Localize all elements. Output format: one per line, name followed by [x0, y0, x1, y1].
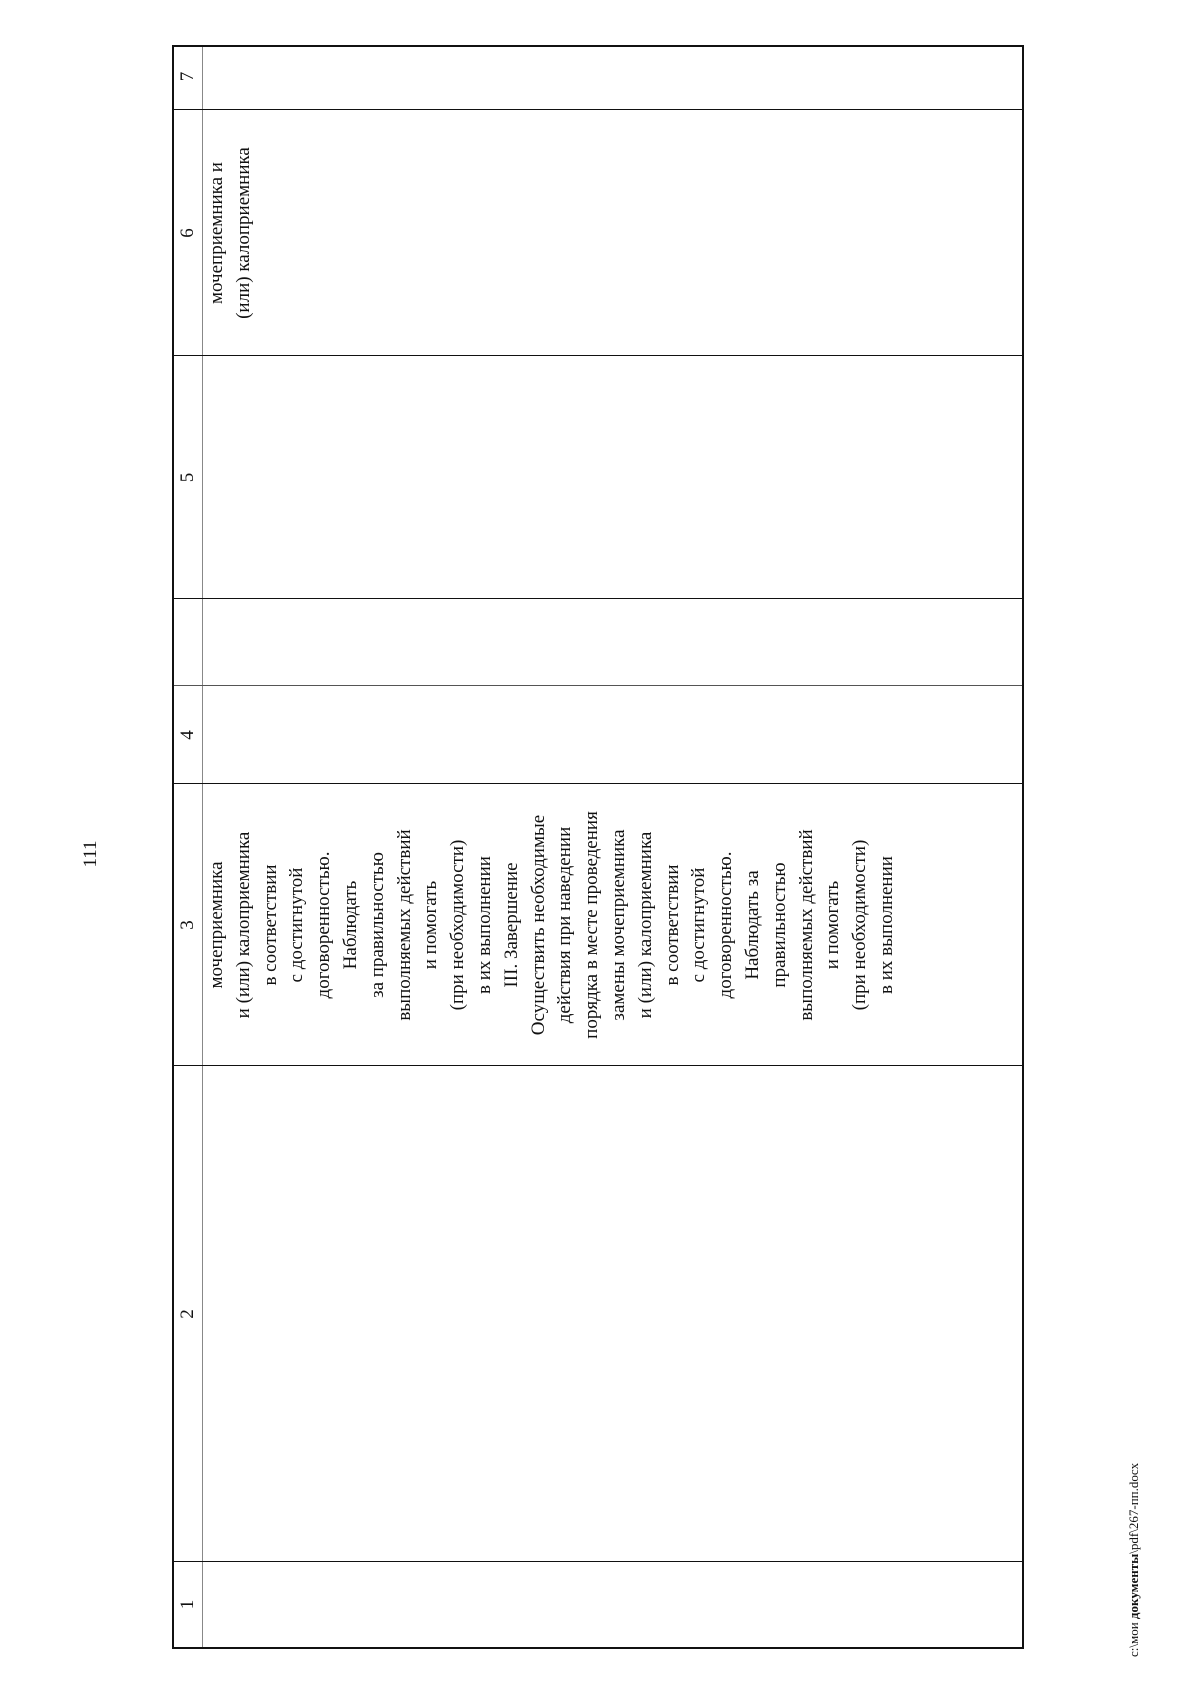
column-subdivider	[174, 685, 1022, 686]
column-header-1: 1	[177, 1599, 198, 1610]
column-header-3: 3	[177, 920, 198, 930]
column-3-text-line: Наблюдать за	[741, 870, 763, 980]
column-divider	[174, 1561, 1022, 1562]
column-divider	[174, 355, 1022, 356]
column-3-text-line: договоренностью.	[715, 851, 737, 999]
column-3-text-line: и помогать	[420, 880, 442, 970]
column-3-text-line: замены мочеприемника	[607, 829, 629, 1021]
column-3-text-line: за правильностью	[366, 852, 388, 998]
column-header-2: 2	[177, 1309, 198, 1319]
footer-prefix: c:\мои	[1126, 1619, 1141, 1657]
column-3-text-line: правильностью	[768, 862, 790, 988]
column-divider	[174, 109, 1022, 110]
column-header-6: 6	[177, 228, 198, 238]
column-3-text-line: с достигнутой	[286, 867, 308, 983]
column-3-text-line: договоренностью.	[313, 851, 335, 999]
column-header-4: 4	[177, 730, 198, 740]
column-6-text-line: (или) калоприемника	[232, 147, 254, 319]
column-3-text-line: Наблюдать	[339, 880, 361, 970]
column-header-7: 7	[177, 71, 198, 82]
column-3-text-line: (при необходимости)	[849, 839, 871, 1011]
column-3-text-line: и (или) калоприемника	[232, 831, 254, 1019]
column-3-text-line: выполняемых действий	[795, 829, 817, 1021]
column-3-text	[204, 784, 901, 1066]
column-3-text-line: III. Завершение	[500, 862, 522, 988]
column-6-text-line: мочеприемника и	[206, 162, 227, 304]
column-3-text-line: в их выполнении	[875, 856, 897, 994]
column-3-text-line: в их выполнении	[473, 856, 495, 994]
column-3-text-line: выполняемых действий	[393, 829, 415, 1021]
column-3-text-line: и помогать	[822, 880, 844, 970]
column-3-text-line: порядка в месте проведения	[581, 811, 603, 1039]
footer-suffix: \pdf\267-пп.docx	[1126, 1462, 1141, 1554]
column-6-text	[204, 110, 258, 356]
column-3-text-line: в соответствии	[661, 864, 683, 986]
column-3-text-line: и (или) калоприемника	[634, 831, 656, 1019]
page-number: 111	[80, 840, 101, 868]
column-3-text-line: мочеприемника	[206, 861, 227, 989]
column-3-text-line: Осуществить необходимые	[527, 814, 549, 1036]
file-path-footer	[1126, 1463, 1142, 1657]
header-divider	[202, 47, 203, 1647]
footer-bold: документы	[1126, 1553, 1141, 1620]
column-3-text-line: в соответствии	[259, 864, 281, 986]
column-3-text-line: действия при наведении	[554, 826, 576, 1024]
column-divider	[174, 598, 1022, 599]
document-table	[172, 45, 1024, 1649]
column-3-text-line: с достигнутой	[688, 867, 710, 983]
column-header-5: 5	[177, 472, 198, 483]
column-3-text-line: (при необходимости)	[447, 839, 469, 1011]
